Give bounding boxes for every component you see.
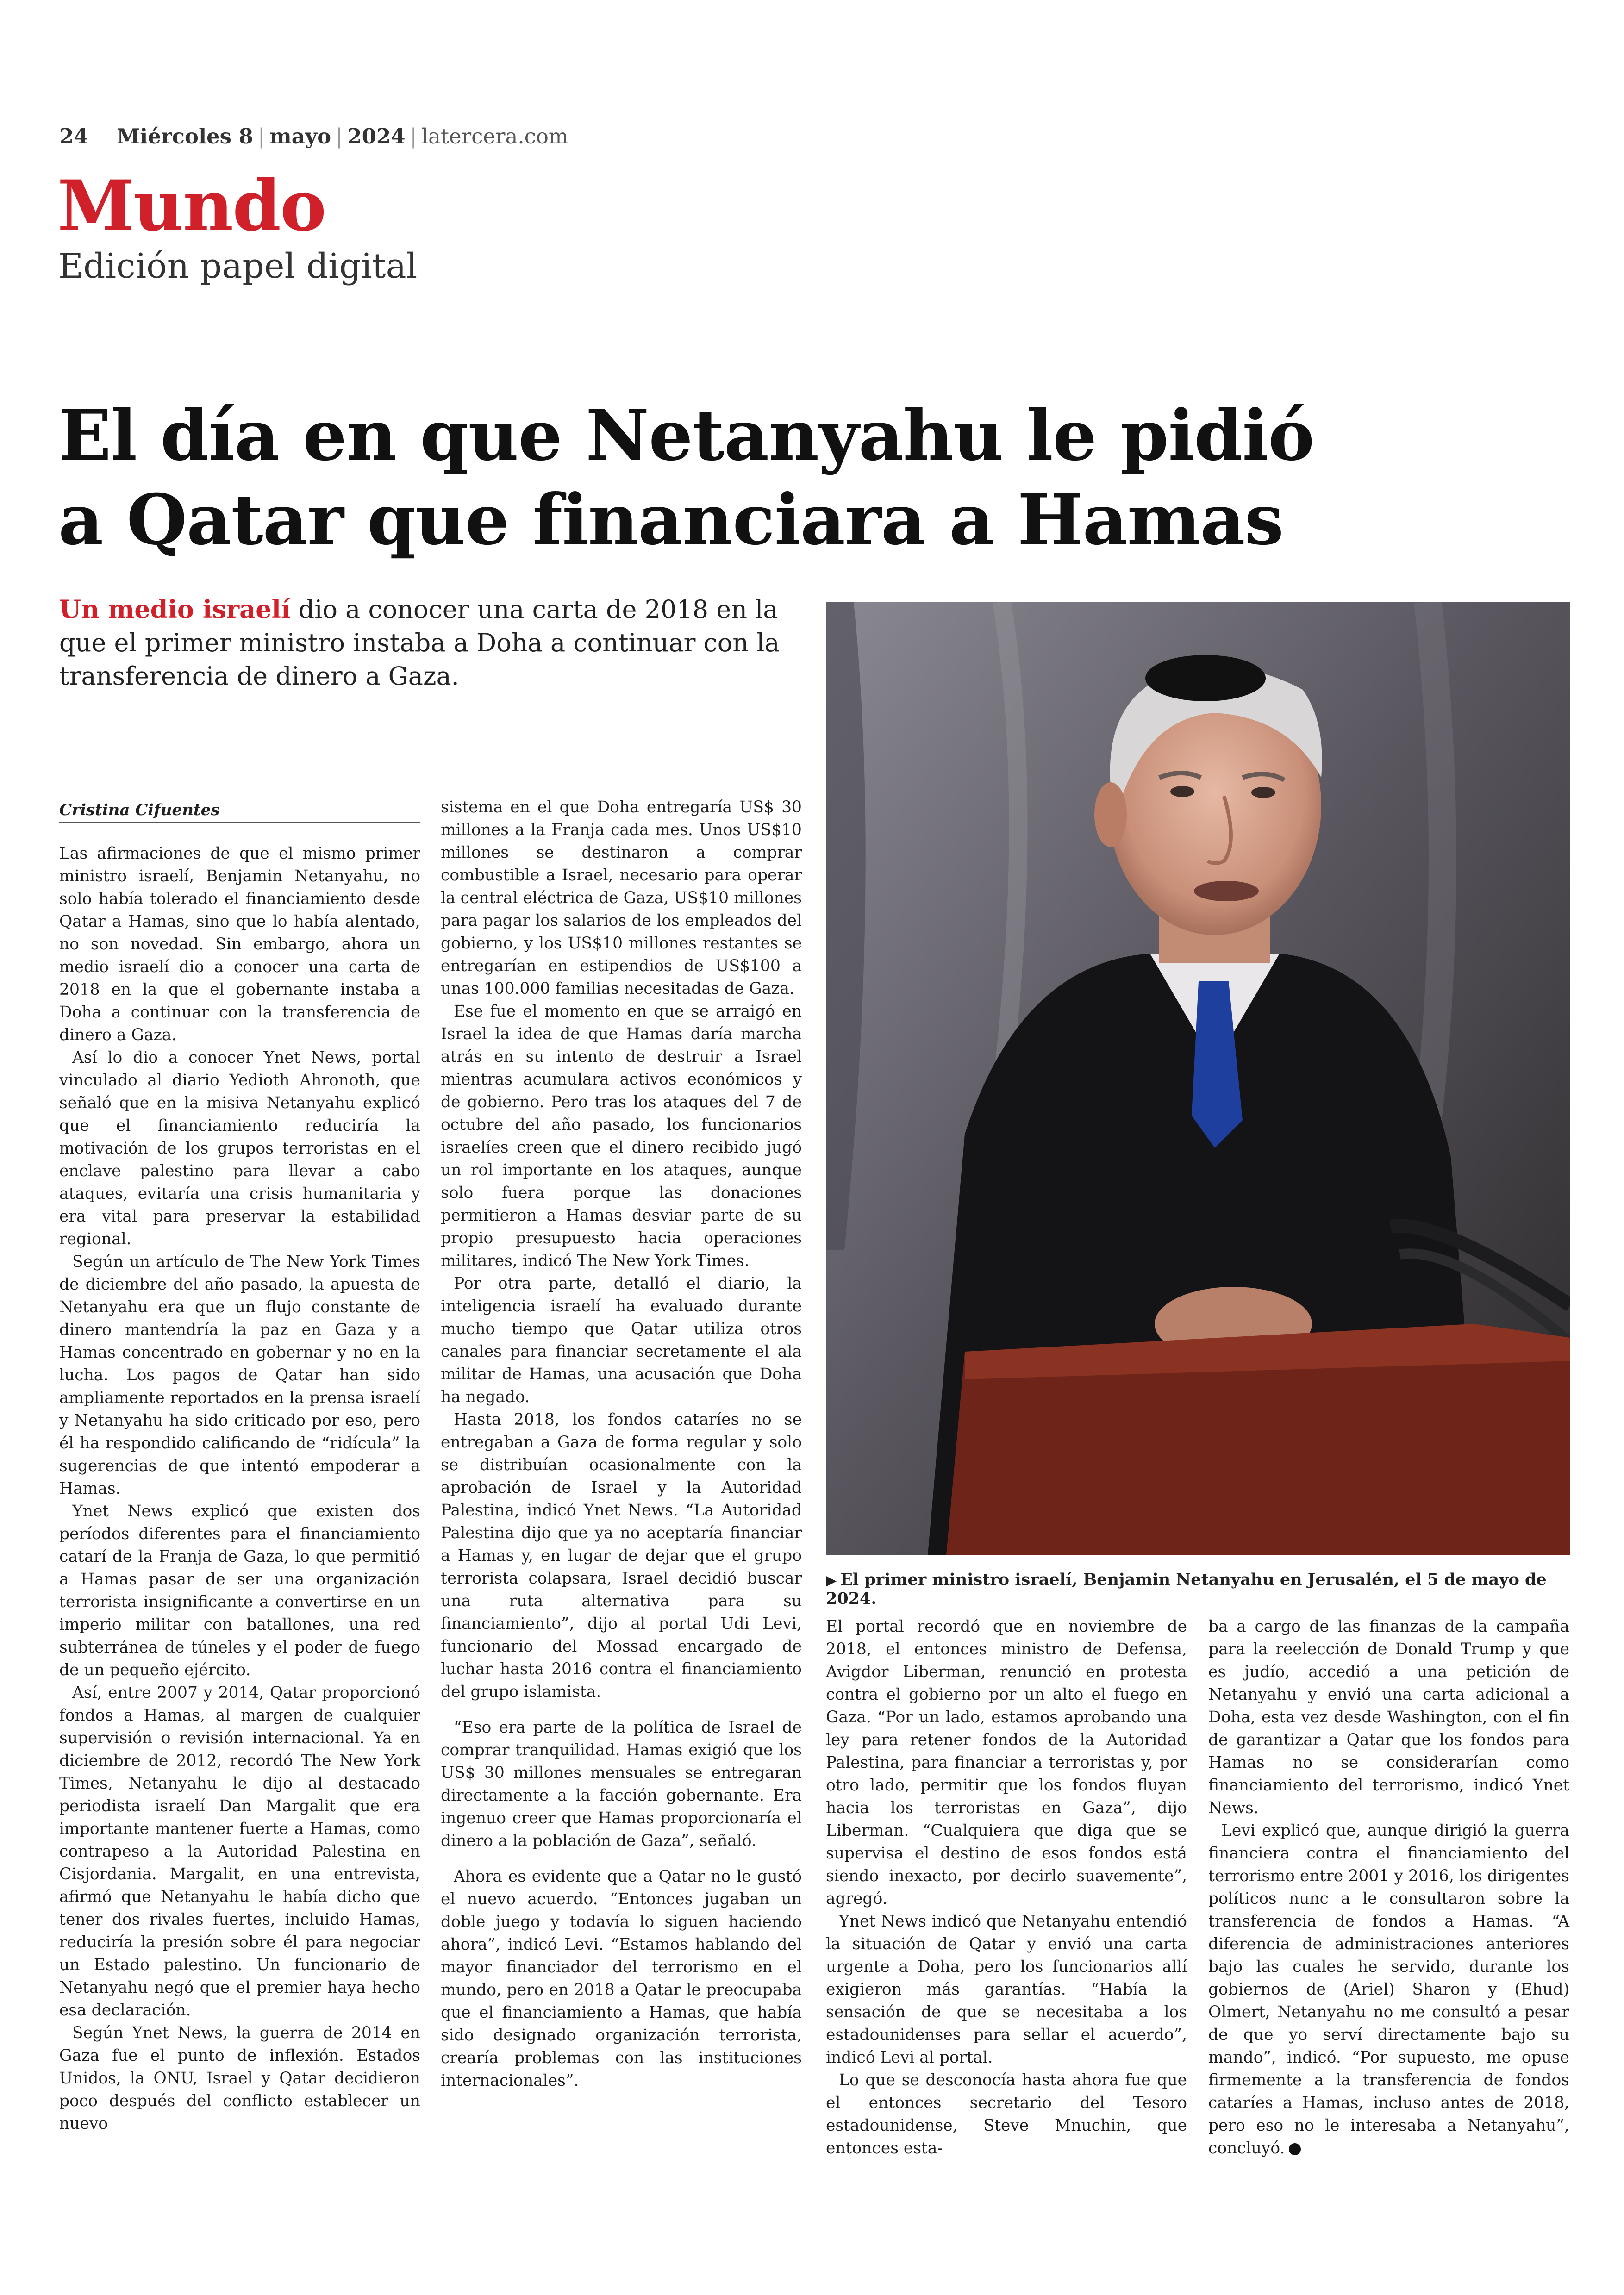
lead-text: dio a conocer una carta de 2018 en la que el primer ministro instaba a Doha a continuar con la transferencia de dinero a Gaza. — [59, 595, 780, 691]
separator: | — [258, 124, 265, 149]
paragraph: Por otra parte, detalló el diario, la inteligencia israelí ha evaluado durante mucho tiempo que Qatar utiliza otros canales para financiar secretamente el ala militar de Hamas, una acusación que Doha ha negado. — [441, 1274, 802, 1406]
caption-text: El primer ministro israelí, Benjamin Netanyahu en Jerusalén, el 5 de mayo de 2024. — [826, 1570, 1547, 1608]
paragraph: Ese fue el momento en que se arraigó en Israel la idea de que Hamas daría marcha atrás en su intento de destruir a Israel mientras acumulara activos económicos y de gobierno. Pero tras los ataques del 7 de octubre del año pasado, los funcionarios israelíes creen que el dinero recibido jugó un rol importante en los ataques, aunque solo fuera porque las donaciones permitieron a Hamas desviar parte de su propio presupuesto hacia operaciones militares, indicó The New York Times. — [441, 1002, 802, 1270]
page-number: 24 — [59, 124, 88, 149]
page-folio — [59, 124, 568, 149]
paragraph: Las afirmaciones de que el mismo primer ministro israelí, Benjamin Netanyahu, no solo había tolerado el financiamiento desde Qatar a Hamas, sino que lo había alentado, no son novedad. Sin embargo, ahora un medio israelí dio a conocer una carta de 2018 en la que el gobernante instaba a Doha a continuar con la transferencia de dinero a Gaza. — [59, 844, 420, 1044]
byline: Cristina Cifuentes — [59, 801, 420, 823]
paragraph: ba a cargo de las finanzas de la campaña para la reelección de Donald Trump y que es judío, accedió a una petición de Netanyahu y envió una carta adicional a Doha, esta vez desde Washington, con el fin de garantizar a Qatar que los fondos para Hamas no se considerarían como financiamiento del terrorismo, indicó Ynet News. — [1208, 1617, 1569, 1817]
paragraph: El portal recordó que en noviembre de 2018, el entonces ministro de Defensa, Avigdor Liberman, renunció en protesta contra el gobierno por un alto el fuego en Gaza. “Por un lado, estamos aprobando una ley para retener fondos de la Autoridad Palestina, para financiar a terroristas y, por otro lado, permitir que los fondos fluyan hacia los terroristas en Gaza”, dijo Liberman. “Cualquiera que diga que se supervisa el destino de esos fondos está siendo inexacto, por decirlo suavemente”, agregó. — [826, 1617, 1187, 1908]
paragraph: Así lo dio a conocer Ynet News, portal vinculado al diario Yedioth Ahronoth, que señaló que en la misiva Netanyahu explicó que el financiamiento reduciría la motivación de los grupos terroristas en el enclave palestino para llevar a cabo ataques, evitaría una crisis humanitaria y era vital para preservar la estabilidad regional. — [59, 1048, 420, 1248]
article-headline — [58, 393, 1493, 562]
separator: | — [336, 124, 343, 149]
date-weekday: Miércoles 8 — [117, 124, 253, 149]
article-column-4 — [1208, 1615, 1569, 2160]
date-month: mayo — [269, 124, 331, 149]
paragraph: Ynet News indicó que Netanyahu entendió la situación de Qatar y envió una carta urgente a Doha, pero los funcionarios allí exigieron más garantías. “Había la sensación de que se necesitaba a los estadounidenses para sellar el acuerdo”, indicó Levi al portal. — [826, 1912, 1187, 2067]
paragraph: Así, entre 2007 y 2014, Qatar proporcionó fondos a Hamas, al margen de cualquier supervisión o revisión internacional. Ya en diciembre de 2012, recordó The New York Times, Netanyahu le dijo al destacado periodista israelí Dan Margalit que era importante mantener fuerte a Hamas, como contrapeso a la Autoridad Palestina en Cisjordania. Margalit, en una entrevista, afirmó que Netanyahu le había dicho que tener dos rivales fuertes, incluido Hamas, reduciría la presión sobre él para negociar un Estado palestino. Un funcionario de Netanyahu negó que el premier haya hecho esa declaración. — [59, 1684, 420, 2020]
article-photo — [826, 602, 1570, 1555]
photo-illustration — [826, 602, 1570, 1555]
section-title: Mundo — [57, 165, 326, 247]
paragraph: Lo que se desconocía hasta ahora fue que el entonces secretario del Tesoro estadounidense, Steve Mnuchin, que entonces esta- — [826, 2071, 1187, 2158]
paragraph — [1208, 1820, 1569, 2160]
article-column-3 — [826, 1615, 1187, 2160]
caption-arrow-icon: ▶ — [826, 1572, 837, 1589]
paragraph: sistema en el que Doha entregaría US$ 30 millones a la Franja cada mes. Unos US$10 millones se destinaron a comprar combustible a Israel, necesario para operar la central eléctrica de Gaza, US$10 millones para pagar los salarios de los empleados del gobierno, y los US$10 millones restantes se entregarían en estipendios de US$100 a unas 100.000 familias necesitadas de Gaza. — [441, 798, 802, 998]
separator: | — [410, 124, 417, 149]
paragraph-text: Levi explicó que, aunque dirigió la guerra financiera contra el financiamiento del terrorismo entre 2001 y 2016, los dirigentes políticos nunc a le consultaron sobre la transferencia de fondos a Hamas. “A diferencia de administraciones anteriores bajo las cuales he servido, durante los gobiernos de (Ariel) Sharon y (Ehud) Olmert, Netanyahu no me consultó a pesar de que yo serví directamente bajo su mando”, indicó. “Por supuesto, me opuse firmemente a la transferencia de fondos cataríes a Hamas, incluso antes de 2018, pero eso no le interesaba a Netanyahu”, concluyó. — [1208, 1821, 1569, 2158]
paragraph: “Eso era parte de la política de Israel de comprar tranquilidad. Hamas exigió que los US$ 30 millones mensuales se entregaran directamente a la facción gobernante. Era ingenuo creer que Hamas proporcionaría el dinero a la población de Gaza”, señaló. — [441, 1718, 802, 1850]
end-mark-icon — [1289, 2143, 1301, 2155]
headline-line-1: El día en que Netanyahu le pidió — [58, 395, 1314, 476]
headline-line-2: a Qatar que financiara a Hamas — [58, 479, 1284, 561]
article-column-1 — [59, 842, 420, 2135]
date-year: 2024 — [347, 124, 406, 149]
article-lead — [59, 592, 818, 693]
paragraph: Según un artículo de The New York Times de diciembre del año pasado, la apuesta de Netanyahu era que un flujo constante de dinero mantendría la paz en Gaza y a Hamas concentrado en gobernar y no en la lucha. Los pagos de Qatar han sido ampliamente reportados en la prensa israelí y Netanyahu ha sido criticado por eso, pero él ha respondido calificando de “ridícula” la sugerencias de que intentó empoderar a Hamas. — [59, 1253, 420, 1498]
photo-caption — [826, 1570, 1570, 1608]
site-name: latercera.com — [421, 124, 568, 149]
paragraph: Según Ynet News, la guerra de 2014 en Gaza fue el punto de inflexión. Estados Unidos, la ONU, Israel y Qatar decidieron poco después del conflicto establecer un nuevo — [59, 2024, 420, 2133]
paragraph: Ahora es evidente que a Qatar no le gustó el nuevo acuerdo. “Entonces jugaban un doble juego y todavía lo siguen haciendo ahora”, indicó Levi. “Estamos hablando del mayor financiador del terrorismo en el mundo, pero en 2018 a Qatar le preocupaba que el financiamiento a Hamas, que había sido designado organización terrorista, crearía problemas con las instituciones internacionales”. — [441, 1867, 802, 2090]
paragraph: Hasta 2018, los fondos cataríes no se entregaban a Gaza de forma regular y solo se distribuían ocasionalmente con la aprobación de Israel y la Autoridad Palestina, indicó Ynet News. “La Autoridad Palestina dijo que ya no aceptaría financiar a Hamas y, en lugar de dejar que el grupo terrorista colapsara, Israel decidió buscar una ruta alternativa para su financiamiento”, dijo al portal Udi Levi, funcionario del Mossad encargado de luchar hasta 2016 contra el financiamiento del grupo islamista. — [441, 1410, 802, 1701]
lead-highlight: Un medio israelí — [59, 594, 291, 624]
paragraph: Ynet News explicó que existen dos períodos diferentes para el financiamiento catarí de la Franja de Gaza, lo que permitió a Hamas pasar de ser una organización terrorista insignificante a convertirse en un imperio militar con batallones, una red subterránea de túneles y el poder de fuego de un pequeño ejército. — [59, 1502, 420, 1679]
article-column-2 — [441, 796, 802, 2092]
edition-subtitle: Edición papel digital — [58, 246, 418, 286]
